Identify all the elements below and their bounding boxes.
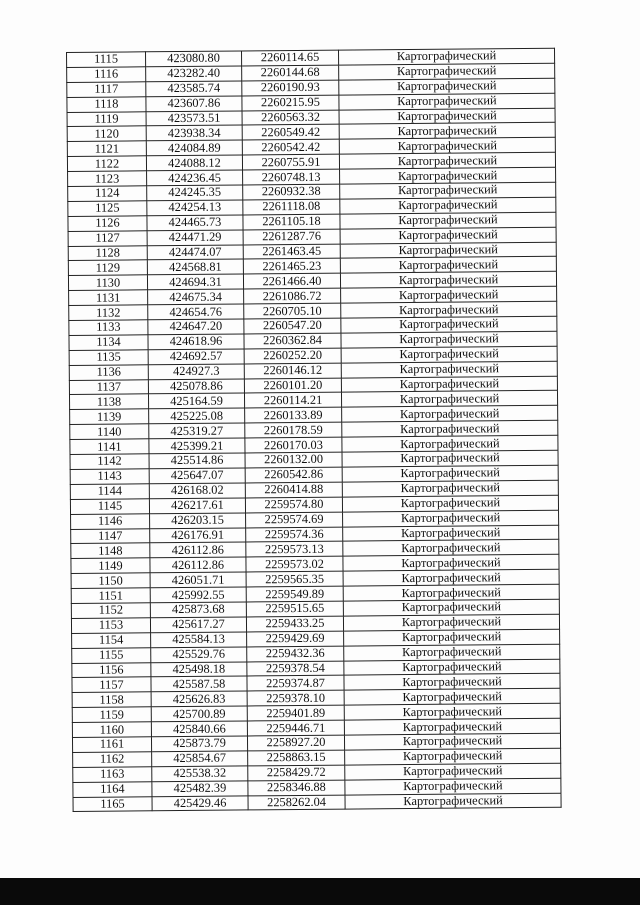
method-cell: Картографический [342,450,558,467]
method-cell: Картографический [341,286,557,303]
point-number-cell: 1144 [70,484,149,500]
y-coordinate-cell: 2261105.18 [243,214,340,230]
x-coordinate-cell: 425399.21 [149,438,245,454]
point-number-cell: 1127 [68,230,147,246]
y-coordinate-cell: 2260132.00 [245,452,342,468]
method-cell: Картографический [343,599,559,616]
y-coordinate-cell: 2258927.20 [247,735,344,751]
y-coordinate-cell: 2261086.72 [244,288,341,304]
point-number-cell: 1143 [70,469,149,485]
x-coordinate-cell: 424084.89 [146,140,242,156]
method-cell: Картографический [341,346,557,363]
x-coordinate-cell: 425225.08 [149,408,245,424]
method-cell: Картографический [341,391,557,408]
point-number-cell: 1131 [69,290,148,306]
y-coordinate-cell: 2260748.13 [243,169,340,185]
point-number-cell: 1160 [72,722,151,738]
y-coordinate-cell: 2260133.89 [245,407,342,423]
method-cell: Картографический [339,152,555,169]
x-coordinate-cell: 425992.55 [150,587,246,603]
y-coordinate-cell: 2260932.38 [243,184,340,200]
x-coordinate-cell: 424088.12 [146,155,242,171]
y-coordinate-cell: 2260549.42 [242,125,339,141]
x-coordinate-cell: 424647.20 [148,319,244,335]
point-number-cell: 1118 [67,96,146,112]
x-coordinate-cell: 425514.86 [149,453,245,469]
point-number-cell: 1142 [70,454,149,470]
method-cell: Картографический [344,629,560,646]
x-coordinate-cell: 423585.74 [146,81,242,97]
point-number-cell: 1163 [73,767,152,783]
method-cell: Картографический [340,212,556,229]
point-number-cell: 1156 [72,662,151,678]
x-coordinate-cell: 425626.83 [151,691,247,707]
method-cell: Картографический [342,480,558,497]
point-number-cell: 1151 [71,588,150,604]
x-coordinate-cell: 424694.31 [147,274,243,290]
point-number-cell: 1158 [72,692,151,708]
point-number-cell: 1128 [68,245,147,261]
y-coordinate-cell: 2259574.36 [246,527,343,543]
y-coordinate-cell: 2260178.59 [245,422,342,438]
point-number-cell: 1165 [73,796,152,812]
method-cell: Картографический [344,659,560,676]
y-coordinate-cell: 2260705.10 [244,303,341,319]
y-coordinate-cell: 2259429.69 [247,631,344,647]
point-number-cell: 1135 [69,350,148,366]
method-cell: Картографический [341,361,557,378]
y-coordinate-cell: 2260755.91 [242,154,339,170]
method-cell: Картографический [342,420,558,437]
method-cell: Картографический [338,48,554,65]
x-coordinate-cell: 426112.86 [150,542,246,558]
point-number-cell: 1164 [73,781,152,797]
y-coordinate-cell: 2260542.42 [242,139,339,155]
method-cell: Картографический [341,301,557,318]
y-coordinate-cell: 2260144.68 [242,65,339,81]
x-coordinate-cell: 424654.76 [148,304,244,320]
point-number-cell: 1117 [67,82,146,98]
x-coordinate-cell: 425873.79 [151,736,247,752]
y-coordinate-cell: 2258863.15 [248,750,345,766]
x-coordinate-cell: 424471.29 [147,230,243,246]
x-coordinate-cell: 424618.96 [148,334,244,350]
method-cell: Картографический [343,554,559,571]
method-cell: Картографический [340,167,556,184]
x-coordinate-cell: 424245.35 [147,185,243,201]
x-coordinate-cell: 425873.68 [150,602,246,618]
method-cell: Картографический [341,331,557,348]
method-cell: Картографический [343,510,559,527]
x-coordinate-cell: 423080.80 [146,51,242,67]
x-coordinate-cell: 425498.18 [151,661,247,677]
x-coordinate-cell: 424465.73 [147,215,243,231]
point-number-cell: 1155 [72,647,151,663]
x-coordinate-cell: 425319.27 [149,423,245,439]
method-cell: Картографический [344,703,560,720]
x-coordinate-cell: 424236.45 [147,170,243,186]
point-number-cell: 1159 [72,707,151,723]
point-number-cell: 1162 [73,752,152,768]
point-number-cell: 1130 [68,275,147,291]
y-coordinate-cell: 2260170.03 [245,437,342,453]
point-number-cell: 1133 [69,320,148,336]
point-number-cell: 1138 [69,394,148,410]
method-cell: Картографический [340,197,556,214]
method-cell: Картографический [341,376,557,393]
point-number-cell: 1149 [71,558,150,574]
point-number-cell: 1126 [68,216,147,232]
x-coordinate-cell: 426176.91 [150,527,246,543]
x-coordinate-cell: 426112.86 [150,557,246,573]
y-coordinate-cell: 2260252.20 [244,348,341,364]
y-coordinate-cell: 2259446.71 [247,720,344,736]
method-cell: Картографический [340,182,556,199]
method-cell: Картографический [345,748,561,765]
method-cell: Картографический [339,123,555,140]
y-coordinate-cell: 2259515.65 [246,601,343,617]
method-cell: Картографический [345,778,561,795]
point-number-cell: 1122 [67,156,146,172]
scan-bottom-edge [0,878,640,905]
x-coordinate-cell: 426203.15 [150,513,246,529]
x-coordinate-cell: 425538.32 [152,766,248,782]
x-coordinate-cell: 425840.66 [151,721,247,737]
y-coordinate-cell: 2259574.69 [246,512,343,528]
point-number-cell: 1136 [69,364,148,380]
y-coordinate-cell: 2258429.72 [248,765,345,781]
method-cell: Картографический [341,316,557,333]
method-cell: Картографический [340,272,556,289]
point-number-cell: 1129 [68,260,147,276]
x-coordinate-cell: 424927.3 [148,364,244,380]
method-cell: Картографический [344,733,560,750]
x-coordinate-cell: 425529.76 [151,647,247,663]
point-number-cell: 1121 [67,141,146,157]
point-number-cell: 1120 [67,126,146,142]
x-coordinate-cell: 425587.58 [151,676,247,692]
x-coordinate-cell: 425700.89 [151,706,247,722]
point-number-cell: 1141 [70,439,149,455]
x-coordinate-cell: 424568.81 [147,259,243,275]
y-coordinate-cell: 2260114.65 [241,50,338,66]
point-number-cell: 1147 [71,528,150,544]
method-cell: Картографический [342,406,558,423]
y-coordinate-cell: 2261287.76 [243,229,340,245]
point-number-cell: 1124 [68,186,147,202]
method-cell: Картографический [343,540,559,557]
method-cell: Картографический [342,435,558,452]
y-coordinate-cell: 2259374.87 [247,676,344,692]
y-coordinate-cell: 2260146.12 [244,363,341,379]
x-coordinate-cell: 425584.13 [151,632,247,648]
point-number-cell: 1148 [71,543,150,559]
point-number-cell: 1154 [72,633,151,649]
point-number-cell: 1123 [68,171,147,187]
y-coordinate-cell: 2259433.25 [246,616,343,632]
y-coordinate-cell: 2259401.89 [247,705,344,721]
point-number-cell: 1134 [69,335,148,351]
method-cell: Картографический [343,584,559,601]
point-number-cell: 1116 [67,67,146,83]
y-coordinate-cell: 2260190.93 [242,80,339,96]
point-number-cell: 1152 [71,603,150,619]
y-coordinate-cell: 2259549.89 [246,586,343,602]
method-cell: Картографический [340,257,556,274]
y-coordinate-cell: 2260414.88 [245,482,342,498]
method-cell: Картографический [344,674,560,691]
method-cell: Картографический [339,93,555,110]
method-cell: Картографический [343,525,559,542]
point-number-cell: 1137 [69,379,148,395]
method-cell: Картографический [344,689,560,706]
method-cell: Картографический [344,718,560,735]
x-coordinate-cell: 425482.39 [152,781,248,797]
x-coordinate-cell: 424675.34 [148,289,244,305]
y-coordinate-cell: 2259573.02 [246,556,343,572]
x-coordinate-cell: 425164.59 [148,393,244,409]
coordinates-table-body [67,48,562,812]
point-number-cell: 1157 [72,677,151,693]
table-row [73,793,561,812]
point-number-cell: 1161 [72,737,151,753]
y-coordinate-cell: 2259432.36 [247,646,344,662]
x-coordinate-cell: 426168.02 [149,483,245,499]
method-cell: Картографический [343,614,559,631]
method-cell: Картографический [339,78,555,95]
x-coordinate-cell: 425647.07 [149,468,245,484]
x-coordinate-cell: 425429.46 [152,795,248,811]
x-coordinate-cell: 425078.86 [148,379,244,395]
y-coordinate-cell: 2261465.23 [243,259,340,275]
method-cell: Картографический [342,465,558,482]
point-number-cell: 1140 [70,424,149,440]
method-cell: Картографический [343,569,559,586]
y-coordinate-cell: 2259378.54 [247,661,344,677]
method-cell: Картографический [344,644,560,661]
y-coordinate-cell: 2258262.04 [248,795,345,811]
coordinates-table [66,48,562,813]
y-coordinate-cell: 2259378.10 [247,690,344,706]
x-coordinate-cell: 425854.67 [152,751,248,767]
y-coordinate-cell: 2260542.86 [245,467,342,483]
y-coordinate-cell: 2259573.13 [246,541,343,557]
x-coordinate-cell: 423282.40 [146,66,242,82]
point-number-cell: 1132 [69,305,148,321]
x-coordinate-cell: 425617.27 [150,617,246,633]
y-coordinate-cell: 2261466.40 [243,273,340,289]
point-number-cell: 1146 [71,513,150,529]
x-coordinate-cell: 423938.34 [146,125,242,141]
y-coordinate-cell: 2259565.35 [246,571,343,587]
method-cell: Картографический [342,495,558,512]
point-number-cell: 1150 [71,573,150,589]
x-coordinate-cell: 426217.61 [149,498,245,514]
x-coordinate-cell: 426051.71 [150,572,246,588]
y-coordinate-cell: 2260563.32 [242,110,339,126]
method-cell: Картографический [345,793,561,810]
method-cell: Картографический [340,227,556,244]
x-coordinate-cell: 424692.57 [148,349,244,365]
y-coordinate-cell: 2260547.20 [244,318,341,334]
method-cell: Картографический [345,763,561,780]
x-coordinate-cell: 424474.07 [147,245,243,261]
x-coordinate-cell: 424254.13 [147,200,243,216]
point-number-cell: 1115 [67,52,146,68]
y-coordinate-cell: 2260362.84 [244,333,341,349]
y-coordinate-cell: 2260101.20 [244,378,341,394]
y-coordinate-cell: 2261118.08 [243,199,340,215]
y-coordinate-cell: 2259574.80 [245,497,342,513]
point-number-cell: 1153 [71,618,150,634]
method-cell: Картографический [339,63,555,80]
y-coordinate-cell: 2261463.45 [243,244,340,260]
point-number-cell: 1125 [68,201,147,217]
x-coordinate-cell: 423573.51 [146,111,242,127]
x-coordinate-cell: 423607.86 [146,96,242,112]
point-number-cell: 1145 [70,499,149,515]
point-number-cell: 1119 [67,111,146,127]
point-number-cell: 1139 [70,409,149,425]
y-coordinate-cell: 2258346.88 [248,780,345,796]
method-cell: Картографический [340,242,556,259]
method-cell: Картографический [339,138,555,155]
y-coordinate-cell: 2260215.95 [242,95,339,111]
y-coordinate-cell: 2260114.21 [244,393,341,409]
method-cell: Картографический [339,108,555,125]
